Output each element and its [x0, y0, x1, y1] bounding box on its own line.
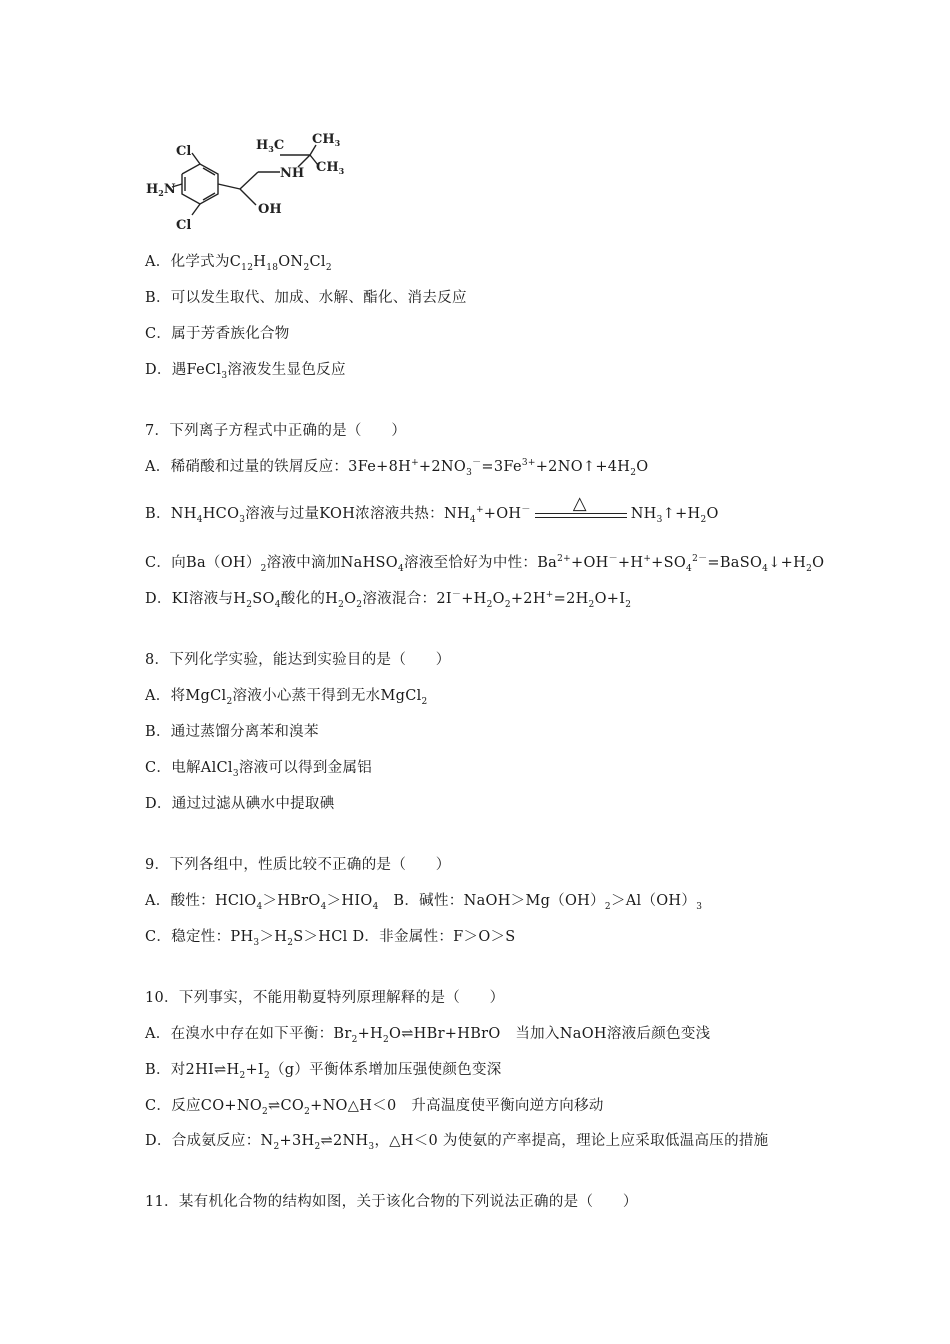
- q9-options-ab: A．酸性：$HClO_4>HBrO_4>HIO_4$ B．碱性：$NaOH>Mg(OH)_2>Al(OH)_3$: [145, 893, 703, 912]
- q6-option-b: B．可以发生取代、加成、水解、酯化、消去反应: [145, 290, 467, 306]
- q8-stem: 8．下列化学实验，能达到实验目的是（ ）: [145, 652, 451, 668]
- q10-stem: 10．下列事实，不能用勒夏特列原理解释的是（ ）: [145, 990, 505, 1006]
- q10-option-c: C．反应$CO+NO_2\rightleftharpoons CO_2+NO\triangle H<0$ 升高温度使平衡向逆方向移动: [145, 1098, 604, 1117]
- q7-option-c: C．向$Ba(OH)_2$溶液中滴加NaHSO$_4$溶液至恰好为中性：$Ba^{2+}+OH^-+H^++SO_4^{2-}=BaSO_4↓+H_2O$: [145, 554, 825, 574]
- q8-option-b: B．通过蒸馏分离苯和溴苯: [145, 724, 319, 740]
- q11-stem: 11．某有机化合物的结构如图，关于该化合物的下列说法正确的是（ ）: [145, 1194, 638, 1210]
- cl-bottom-label: Cl: [176, 218, 192, 233]
- h3c-label: $H_3C$: [256, 138, 285, 154]
- q9-options-cd: C．稳定性：$PH_3>H_2S>HCl$ D．非金属性：F＞O＞S: [145, 929, 516, 948]
- q6-option-c: C．属于芳香族化合物: [145, 326, 290, 342]
- q7-stem: 7．下列离子方程式中正确的是（ ）: [145, 423, 407, 439]
- oh-label: OH: [258, 202, 282, 217]
- q10-option-b: B．对$2HI\rightleftharpoons H_2+I_2(g)$平衡体系增加压强使颜色变深: [145, 1062, 502, 1081]
- q10-option-d: D．合成氨反应：$N_2+3H_2\rightleftharpoons 2NH_3$，△H＜0 为使氨的产率提高，理论上应采取低温高压的措施: [145, 1133, 769, 1152]
- q9-stem: 9．下列各组中，性质比较不正确的是（ ）: [145, 857, 451, 873]
- q6-option-d: D．遇FeCl$_3$溶液发生显色反应: [145, 362, 346, 381]
- q8-option-a: A．将MgCl$_2$溶液小心蒸干得到无水MgCl$_2$: [145, 688, 428, 707]
- heating-equals-sign: △: [535, 504, 627, 524]
- ch3-top-label: $CH_3$: [312, 132, 341, 148]
- q7-option-a: A．稀硝酸和过量的铁屑反应：$3Fe+8H^++2NO_3^-=3Fe^{3+}+2NO↑+4H_2O$: [145, 458, 649, 478]
- q10-option-a: A．在溴水中存在如下平衡：$Br_2+H_2O\rightleftharpoons HBr+HBrO$ 当加入NaOH溶液后颜色变浅: [145, 1026, 711, 1045]
- molecule-structure-image: [140, 125, 355, 240]
- q8-option-c: C．电解AlCl$_3$溶液可以得到金属铝: [145, 760, 373, 779]
- cl-top-label: Cl: [176, 144, 192, 159]
- nh-label: NH: [280, 166, 305, 181]
- ch3-right-label: $CH_3$: [316, 160, 345, 176]
- q7-option-b: B．$NH_4HCO_3$溶液与过量KOH浓溶液共热：$NH_4^++OH^-$ △ $NH_3↑+H_2O$: [145, 493, 719, 525]
- h2n-label: $H_2N$: [146, 182, 176, 198]
- q7-option-d: D．KI溶液与$H_2SO_4$酸化的$H_2O_2$溶液混合：$2I^-+H_2O_2+2H^+=2H_2O+I_2$: [145, 590, 632, 610]
- q8-option-d: D．通过过滤从碘水中提取碘: [145, 796, 335, 812]
- q6-option-a: A．化学式为$C_{12}H_{18}ON_2Cl_2$: [145, 254, 332, 273]
